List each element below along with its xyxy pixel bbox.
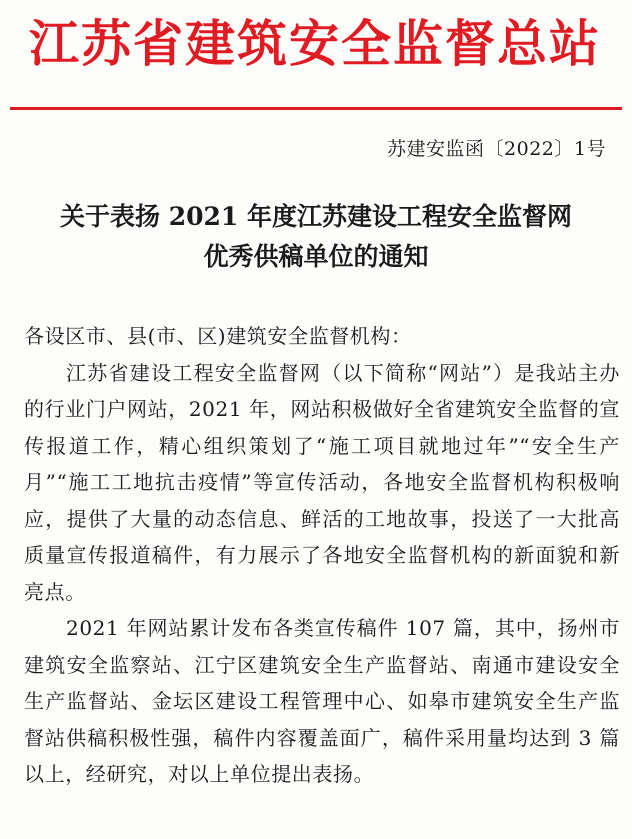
document-number: 苏建安监函〔2022〕1号: [387, 138, 606, 160]
document-title: [0, 197, 632, 277]
title-line-2: 优秀供稿单位的通知: [203, 242, 429, 271]
red-divider-line: [10, 107, 622, 110]
org-header-title: 江苏省建筑安全监督总站: [29, 15, 601, 73]
paragraph-2: 2021 年网站累计发布各类宣传稿件 107 篇，其中，扬州市建筑安全监察站、江宁区建筑安全生产监督站、南通市建设安全生产监督站、金坛区建设工程管理中心、如皋市建筑安全生产监督站供稿积极性强，稿件内容覆盖面广，稿件采用量均达到 3 篇以上，经研究，对以上单位提出表扬。: [24, 616, 620, 786]
paragraph-1: 江苏省建设工程安全监督网（以下简称“网站”）是我站主办的行业门户网站，2021 年，网站积极做好全省建筑安全监督的宣传报道工作，精心组织策划了“施工项目就地过年”“安全生产月”“施工工地抗击疫情”等宣传活动，各地安全监督机构积极响应，提供了大量的动态信息、鲜活的工地故事，投送了一大批高质量宣传报道稿件，有力展示了各地安全监督机构的新面貌和新亮点。: [24, 360, 620, 604]
document-body: [24, 318, 620, 793]
title-line-1: 关于表扬 2021 年度江苏建设工程安全监督网: [60, 202, 572, 231]
salutation: 各设区市、县(市、区)建筑安全监督机构：: [24, 324, 412, 348]
